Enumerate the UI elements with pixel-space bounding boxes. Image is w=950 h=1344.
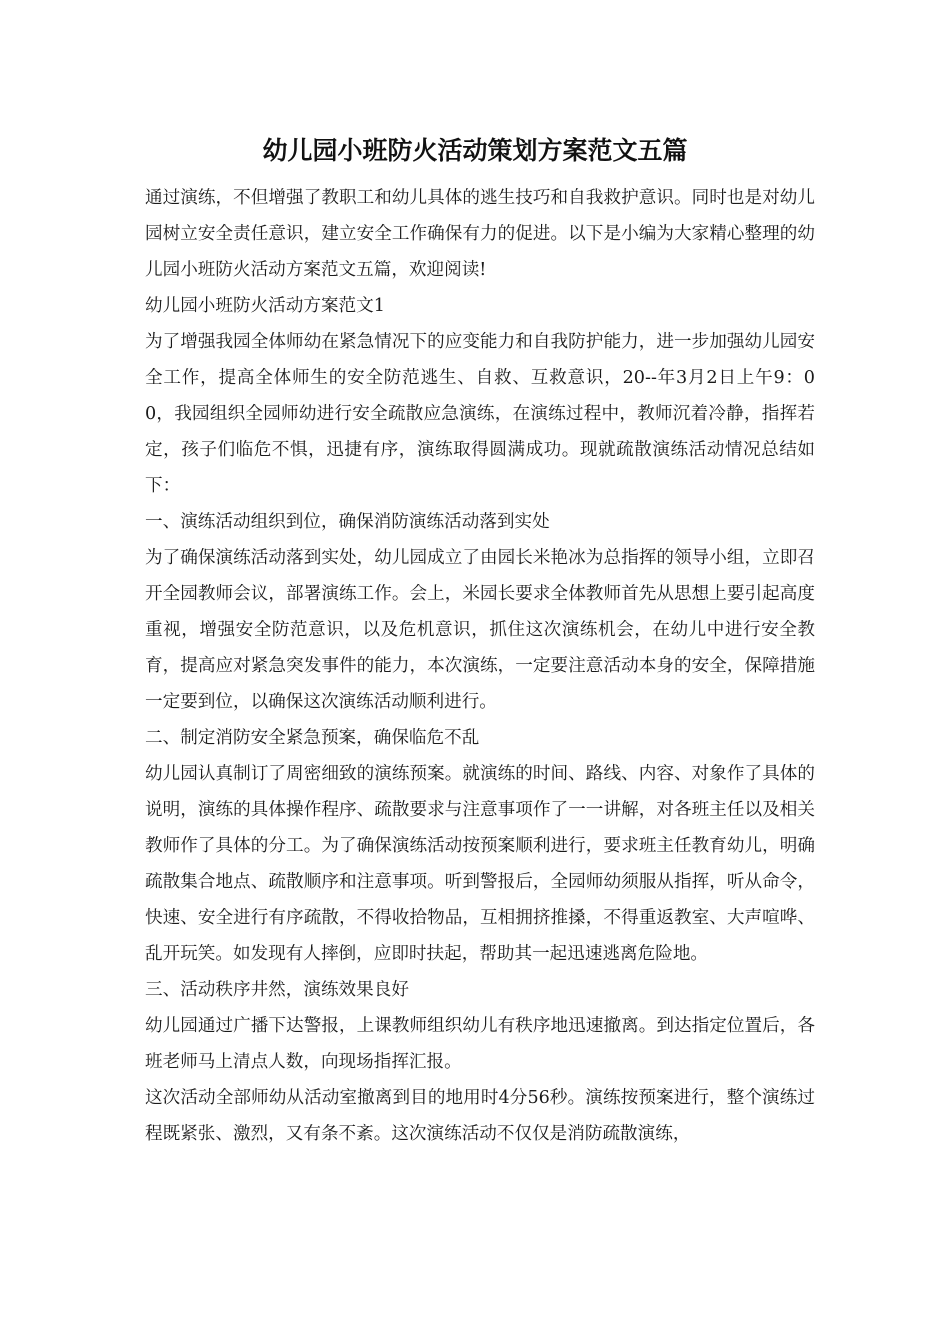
paragraph-alarm: 幼儿园通过广播下达警报，上课教师组织幼儿有秩序地迅速撤离。到达指定位置后，各班老师马上清点人数，向现场指挥汇报。 [145,1016,815,1072]
paragraph-plan: 幼儿园认真制订了周密细致的演练预案。就演练的时间、路线、内容、对象作了具体的说明，演练的具体操作程序、疏散要求与注意事项作了一一讲解，对各班主任以及相关教师作了具体的分工。为了确保演练活动按预案顺利进行，要求班主任教育幼儿，明确疏散集合地点、疏散顺序和注意事项。听到警报后，全园师幼须服从指挥，听从命令，快速、安全进行有序疏散，不得收拾物品，互相拥挤推搡，不得重返教室、大声喧哗、乱开玩笑。如发现有人摔倒，应即时扶起，帮助其一起迅速逃离危险地。 [145,764,815,964]
paragraph-timing: 这次活动全部师幼从活动室撤离到目的地用时4分56秒。演练按预案进行，整个演练过程既紧张、激烈，又有条不紊。这次演练活动不仅仅是消防疏散演练， [145,1088,815,1144]
section-heading-sample-1: 幼儿园小班防火活动方案范文1 [145,296,385,316]
document-title: 幼儿园小班防火活动策划方案范文五篇 [262,136,688,165]
document-body [145,180,815,1152]
intro-paragraph: 通过演练，不但增强了教职工和幼儿具体的逃生技巧和自我救护意识。同时也是对幼儿园树立安全责任意识，建立安全工作确保有力的促进。以下是小编为大家精心整理的幼儿园小班防火活动方案范文五篇，欢迎阅读! [145,188,815,280]
paragraph-organization: 为了确保演练活动落到实处，幼儿园成立了由园长米艳冰为总指挥的领导小组，立即召开全园教师会议，部署演练工作。会上，米园长要求全体教师首先从思想上要引起高度重视，增强安全防范意识，以及危机意识，抓住这次演练机会，在幼儿中进行安全教育，提高应对紧急突发事件的能力，本次演练，一定要注意活动本身的安全，保障措施一定要到位，以确保这次演练活动顺利进行。 [145,548,815,712]
section-heading-order: 三、活动秩序井然，演练效果良好 [145,980,409,1000]
section-heading-organization: 一、演练活动组织到位，确保消防演练活动落到实处 [145,512,550,532]
section-heading-plan: 二、制定消防安全紧急预案，确保临危不乱 [145,728,480,748]
paragraph-background: 为了增强我园全体师幼在紧急情况下的应变能力和自我防护能力，进一步加强幼儿园安全工作，提高全体师生的安全防范逃生、自救、互救意识，20--年3月2日上午9：00，我园组织全园师幼进行安全疏散应急演练，在演练过程中，教师沉着冷静，指挥若定，孩子们临危不惧，迅捷有序，演练取得圆满成功。现就疏散演练活动情况总结如下： [145,332,815,496]
